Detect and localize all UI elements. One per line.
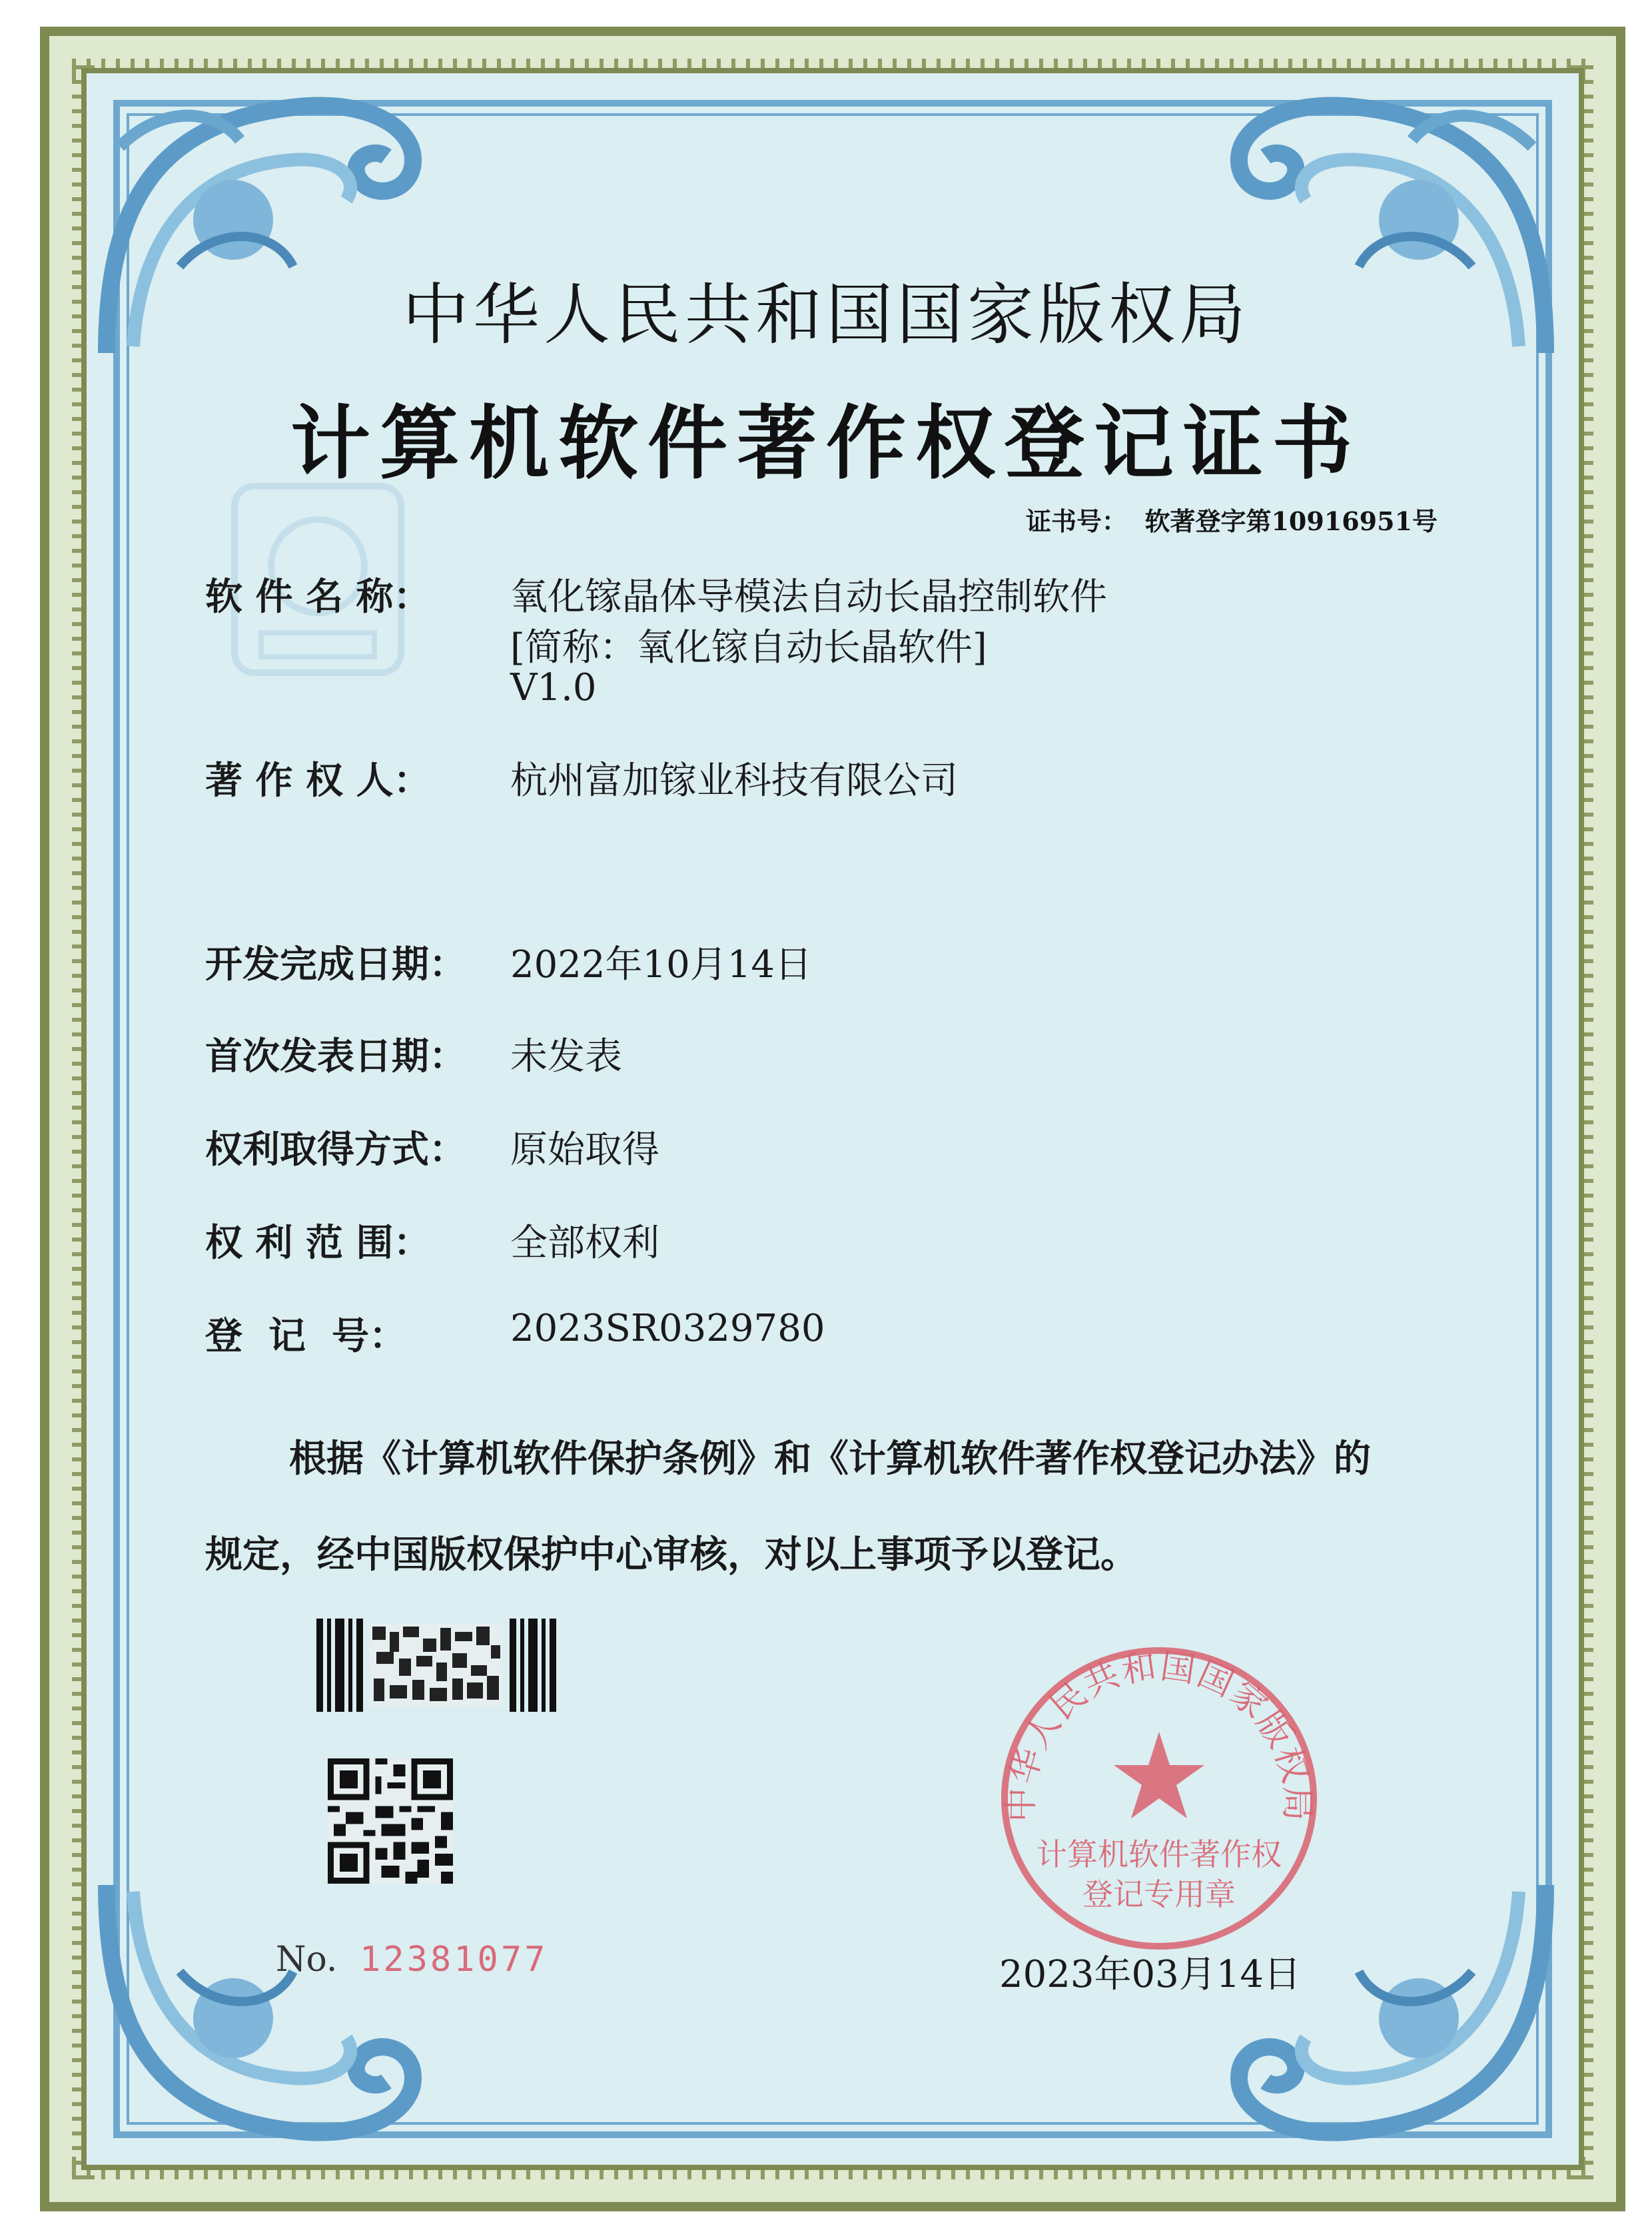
seal-inner-line1: 计算机软件著作权 [1036,1836,1282,1872]
issuer-title: 中华人民共和国国家版权局 [402,276,1250,354]
seal-star-icon [1114,1732,1204,1818]
certificate-number-value: 软著登字第10916951号 [1144,506,1438,536]
certificate-title: 计算机软件著作权登记证书 [290,396,1362,490]
statement-line1: 根据《计算机软件保护条例》和《计算机软件著作权登记办法》的 [289,1437,1371,1481]
dev-date-label: 开发完成日期： [205,942,466,986]
software-version: V1.0 [510,666,597,709]
seal-inner-line2: 登记专用章 [1082,1876,1236,1912]
serial-number: 12381077 [360,1940,548,1980]
publish-date-label: 首次发表日期： [205,1034,466,1078]
official-seal [979,1625,1339,1958]
corner-ornament-bottom-left [80,1858,426,2171]
owner-label: 著 作 权 人： [205,759,431,803]
publish-date-value: 未发表 [510,1035,622,1078]
software-name-line2: [简称：氧化镓自动长晶软件] [510,626,987,669]
qr-code-icon [328,1758,453,1884]
software-name-line1: 氧化镓晶体导模法自动长晶控制软件 [510,575,1107,619]
certificate-number [1026,501,1438,538]
serial-prefix: No. [276,1940,338,1980]
dev-date-value: 2022年10月14日 [510,943,813,986]
statement-line2: 规定，经中国版权保护中心审核，对以上事项予以登记。 [205,1533,1138,1577]
issue-date: 2023年03月14日 [999,1953,1302,1996]
acquire-method-value: 原始取得 [510,1128,659,1172]
acquire-method-label: 权利取得方式： [205,1128,466,1172]
rights-scope-label: 权 利 范 围： [205,1221,431,1265]
seal-outer-text: 中华人民共和国国家版权局 [1001,1646,1318,1822]
registration-number-value: 2023SR0329780 [510,1307,825,1350]
registration-number-label: 登 记 号： [205,1314,406,1358]
software-name-label: 软 件 名 称： [205,575,431,619]
rights-scope-value: 全部权利 [510,1222,659,1265]
certificate-number-label: 证书号： [1026,506,1128,536]
barcode-icon [316,1619,556,1712]
owner-value: 杭州富加镓业科技有限公司 [510,759,958,803]
